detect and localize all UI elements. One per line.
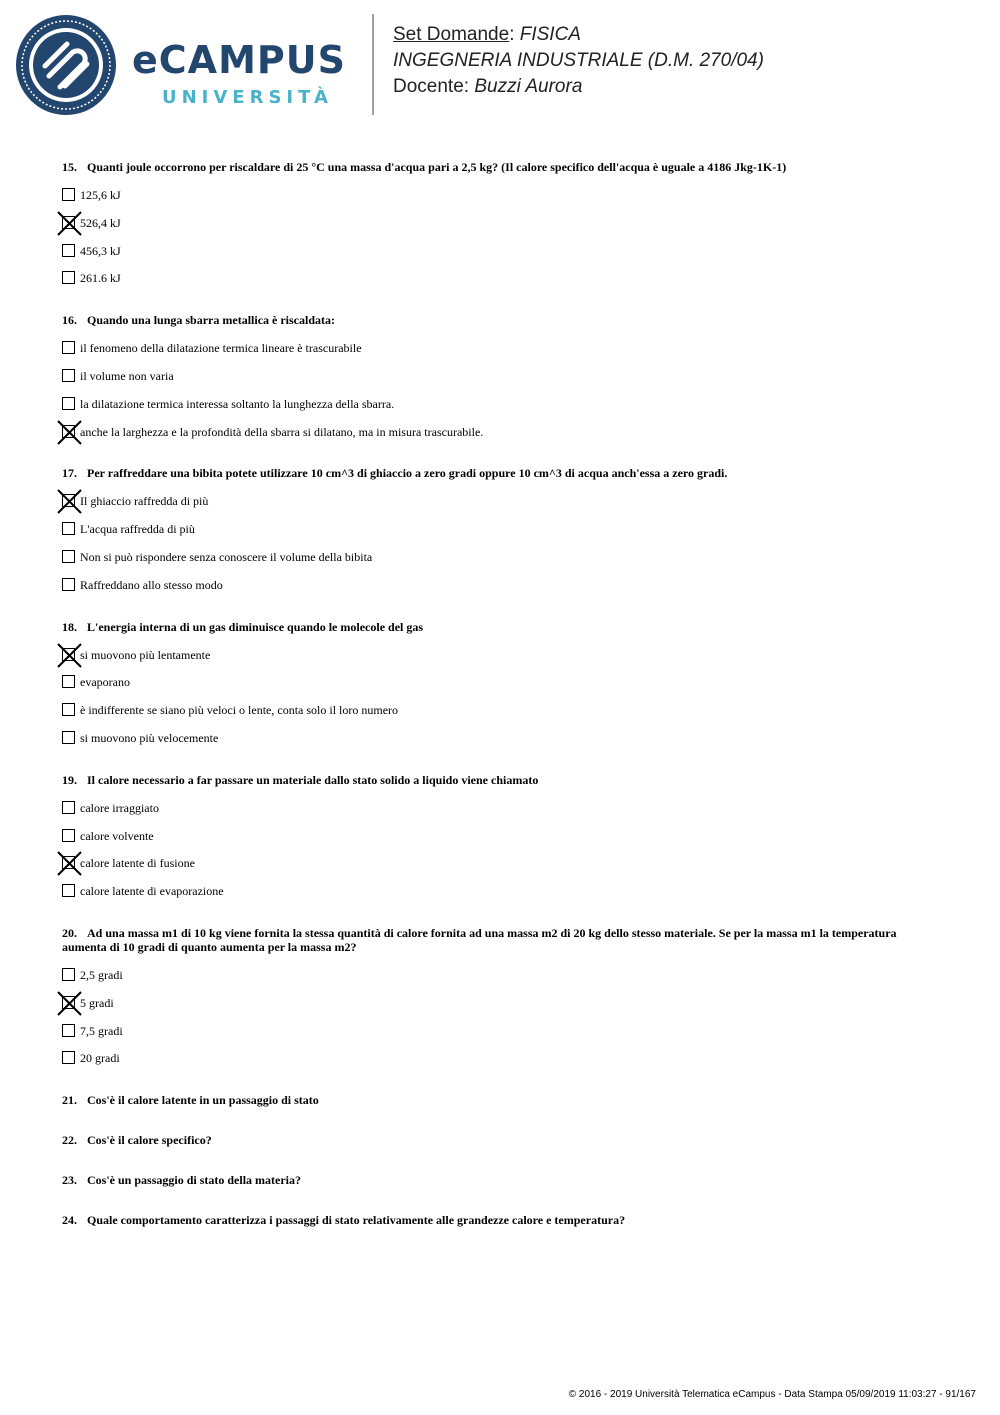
- answer-checkbox[interactable]: [62, 801, 75, 814]
- answer-checkbox[interactable]: [62, 731, 75, 744]
- answer-text: 125,6 kJ: [80, 188, 121, 202]
- subject: FISICA: [519, 24, 581, 45]
- answer-option[interactable]: [62, 856, 942, 870]
- answer-text: calore latente di evaporazione: [80, 884, 224, 899]
- answer-option[interactable]: [62, 341, 942, 355]
- answer-text: L'acqua raffredda di più: [80, 522, 195, 537]
- question-spacer: [62, 759, 942, 773]
- answer-option[interactable]: [62, 731, 942, 745]
- answer-checkbox[interactable]: [62, 578, 75, 591]
- answer-text: il volume non varia: [80, 368, 174, 383]
- answer-text: Il ghiaccio raffredda di più: [80, 494, 209, 509]
- answer-checkbox[interactable]: [62, 829, 75, 842]
- question-label: Quale comportamento caratterizza i passaggi di stato relativamente alle grandezze calore e temperatura?: [87, 1213, 626, 1228]
- question-text: [62, 773, 942, 787]
- question-text: [62, 160, 942, 174]
- answer-checkbox[interactable]: [62, 703, 75, 716]
- answer-checkbox[interactable]: [62, 188, 75, 201]
- check-cross-icon: [57, 851, 82, 876]
- answer-option[interactable]: [62, 494, 942, 508]
- logo-wordmark: eCAMPUS: [132, 38, 346, 82]
- answer-checkbox[interactable]: [62, 648, 75, 661]
- teacher-name: Buzzi Aurora: [474, 76, 583, 97]
- question-text: [62, 926, 942, 954]
- question-number: 22.: [62, 1133, 77, 1148]
- answer-text: il fenomeno della dilatazione termica lineare è trascurabile: [80, 341, 362, 356]
- answer-option[interactable]: [62, 522, 942, 536]
- set-label: Set Domande: [393, 24, 510, 45]
- question-label: Quanti joule occorrono per riscaldare di 25 °C una massa d'acqua pari a 2,5 kg? (Il calore specifico dell'acqua è uguale a 4186 Jkg-1K-1): [87, 160, 787, 174]
- question-block: [62, 773, 942, 926]
- answer-option[interactable]: [62, 188, 942, 202]
- answer-option[interactable]: [62, 578, 942, 592]
- answer-option[interactable]: [62, 425, 942, 439]
- answer-option[interactable]: [62, 369, 942, 383]
- page-header: [0, 0, 1000, 130]
- question-label: Cos'è il calore latente in un passaggio di stato: [87, 1093, 319, 1108]
- answer-text: è indifferente se siano più veloci o lente, conta solo il loro numero: [80, 703, 399, 718]
- answer-option[interactable]: [62, 968, 942, 982]
- answer-option[interactable]: [62, 216, 942, 230]
- answer-option[interactable]: [62, 703, 942, 717]
- course: INGEGNERIA INDUSTRIALE (D.M. 270/04): [393, 50, 764, 71]
- answer-text: 526,4 kJ: [80, 215, 121, 230]
- question-label: Il calore necessario a far passare un materiale dallo stato solido a liquido viene chiamato: [87, 772, 539, 787]
- question-label: L'energia interna di un gas diminuisce quando le molecole del gas: [87, 619, 424, 634]
- question-number: 16.: [62, 313, 77, 328]
- question-spacer: [62, 1079, 942, 1093]
- answer-checkbox[interactable]: [62, 522, 75, 535]
- answer-option[interactable]: [62, 1051, 942, 1065]
- teacher-label: Docente:: [393, 76, 470, 97]
- open-question: [62, 1133, 942, 1147]
- answer-text: 7,5 gradi: [80, 1023, 123, 1038]
- question-block: [62, 160, 942, 313]
- answer-text: calore irraggiato: [80, 800, 159, 815]
- answer-checkbox[interactable]: [62, 425, 75, 438]
- open-question: [62, 1213, 942, 1227]
- answer-option[interactable]: [62, 397, 942, 411]
- answer-option[interactable]: [62, 648, 942, 662]
- question-label: Quando una lunga sbarra metallica è riscaldata:: [87, 313, 336, 328]
- question-label: Cos'è il calore specifico?: [87, 1133, 212, 1148]
- question-spacer: [62, 606, 942, 620]
- answer-checkbox[interactable]: [62, 271, 75, 284]
- answer-text: 261.6 kJ: [80, 271, 121, 286]
- answer-text: evaporano: [80, 675, 130, 690]
- answer-checkbox[interactable]: [62, 397, 75, 410]
- answer-text: Non si può rispondere senza conoscere il volume della bibita: [80, 549, 373, 564]
- answer-checkbox[interactable]: [62, 968, 75, 981]
- question-spacer: [62, 299, 942, 313]
- question-spacer: [62, 912, 942, 926]
- answer-text: 20 gradi: [80, 1051, 120, 1066]
- question-text: [62, 466, 942, 480]
- answer-option[interactable]: [62, 829, 942, 843]
- question-list: [62, 160, 942, 1253]
- question-label: Per raffreddare una bibita potete utilizzare 10 cm^3 di ghiaccio a zero gradi oppure 10 cm^3 di acqua anch'essa a zero gradi.: [87, 466, 728, 481]
- answer-option[interactable]: [62, 550, 942, 564]
- header-divider: [372, 14, 374, 115]
- answer-checkbox[interactable]: [62, 996, 75, 1009]
- question-block: [62, 313, 942, 466]
- set-title-block: Set Domande: FISICA INGEGNERIA INDUSTRIALE (D.M. 270/04) Docente: Buzzi Aurora: [393, 24, 764, 97]
- check-cross-icon: [57, 420, 82, 445]
- question-text: [62, 313, 942, 327]
- answer-text: anche la larghezza e la profondità della sbarra si dilatano, ma in misura trascurabile.: [80, 424, 484, 439]
- answer-option[interactable]: [62, 801, 942, 815]
- answer-option[interactable]: [62, 271, 942, 285]
- answer-text: calore volvente: [80, 828, 154, 843]
- question-block: [62, 466, 942, 619]
- answer-checkbox[interactable]: [62, 1024, 75, 1037]
- answer-checkbox[interactable]: [62, 550, 75, 563]
- answer-option[interactable]: [62, 884, 942, 898]
- logo-subtitle: UNIVERSITÀ: [162, 87, 333, 108]
- question-text: [62, 620, 942, 634]
- question-number: 15.: [62, 160, 77, 174]
- question-block: [62, 620, 942, 773]
- page-footer: © 2016 - 2019 Università Telematica eCampus - Data Stampa 05/09/2019 11:03:27 - 91/167: [568, 1389, 976, 1400]
- question-label: Ad una massa m1 di 10 kg viene fornita la stessa quantità di calore fornita ad una massa m2 di 20 kg dello stesso materiale. Se per la massa m1 la temperatura aumenta di 10 gradi di quanto aumenta per la massa m2?: [62, 925, 897, 954]
- answer-text: 5 gradi: [80, 995, 114, 1010]
- answer-checkbox[interactable]: [62, 494, 75, 507]
- answer-text: Raffreddano allo stesso modo: [80, 577, 223, 592]
- question-number: 24.: [62, 1213, 77, 1228]
- open-question: [62, 1093, 942, 1107]
- question-spacer: [62, 452, 942, 466]
- answer-checkbox[interactable]: [62, 216, 75, 229]
- open-question: [62, 1173, 942, 1187]
- check-cross-icon: [57, 991, 82, 1016]
- answer-checkbox[interactable]: [62, 341, 75, 354]
- question-number: 17.: [62, 466, 77, 481]
- question-number: 19.: [62, 772, 77, 787]
- answer-text: si muovono più velocemente: [80, 730, 219, 745]
- answer-text: 2,5 gradi: [80, 967, 123, 982]
- answer-checkbox[interactable]: [62, 369, 75, 382]
- answer-text: 456,3 kJ: [80, 243, 121, 258]
- question-number: 23.: [62, 1173, 77, 1188]
- ecampus-seal-logo: [15, 14, 117, 116]
- check-cross-icon: [57, 211, 82, 236]
- answer-option[interactable]: [62, 675, 942, 689]
- question-number: 21.: [62, 1093, 77, 1108]
- answer-checkbox[interactable]: [62, 884, 75, 897]
- answer-checkbox[interactable]: [62, 244, 75, 257]
- question-block: [62, 926, 942, 1093]
- answer-checkbox[interactable]: [62, 856, 75, 869]
- answer-option[interactable]: [62, 996, 942, 1010]
- check-cross-icon: [57, 643, 82, 668]
- answer-text: si muovono più lentamente: [80, 647, 211, 662]
- answer-text: calore latente di fusione: [80, 856, 195, 871]
- check-cross-icon: [57, 489, 82, 514]
- answer-option[interactable]: [62, 244, 942, 258]
- answer-checkbox[interactable]: [62, 675, 75, 688]
- question-number: 18.: [62, 619, 77, 634]
- question-label: Cos'è un passaggio di stato della materia?: [87, 1173, 302, 1188]
- answer-checkbox[interactable]: [62, 1051, 75, 1064]
- answer-text: la dilatazione termica interessa soltanto la lunghezza della sbarra.: [80, 396, 395, 411]
- answer-option[interactable]: [62, 1024, 942, 1038]
- question-number: 20.: [62, 925, 77, 940]
